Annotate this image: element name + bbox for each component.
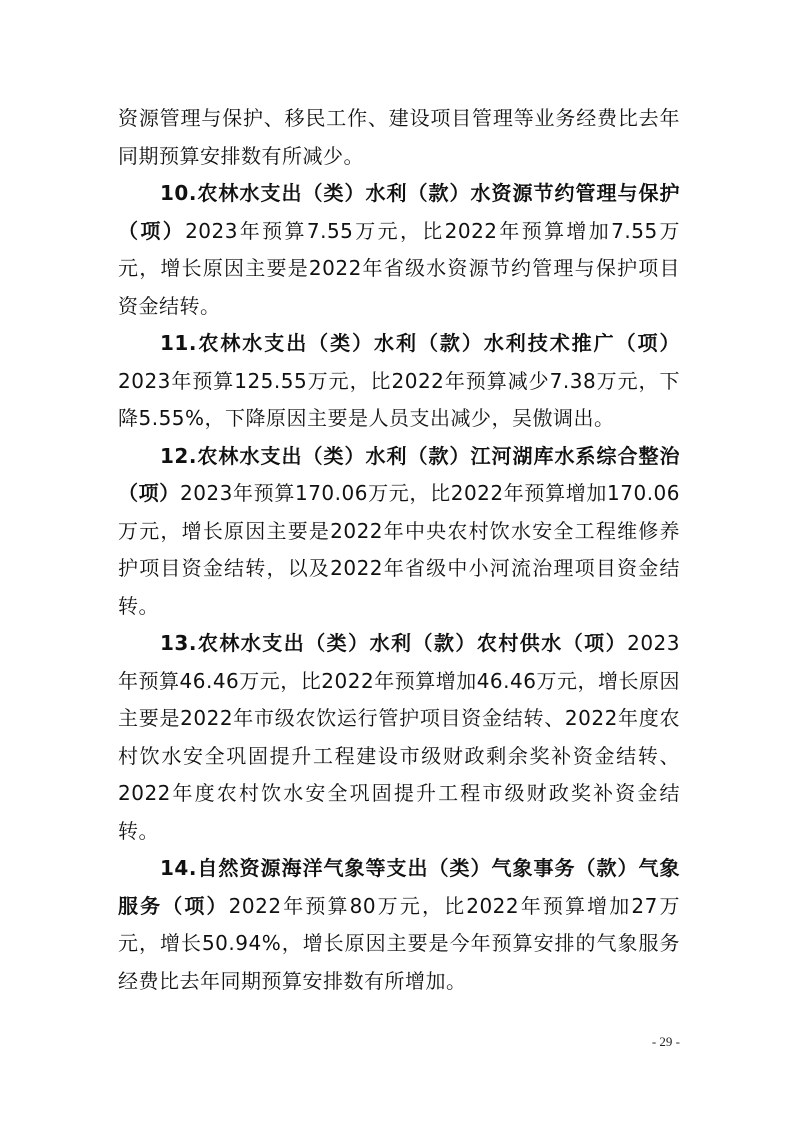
paragraph-item-12	[118, 438, 680, 626]
paragraph-item-10	[118, 175, 680, 325]
page-number: - 29 -	[651, 1034, 680, 1049]
paragraph-body: 2023年预算170.06万元，比2022年预算增加170.06万元，增长原因主要是2022年中央农村饮水安全工程维修养护项目资金结转，以及2022年省级中小河流治理项目资金结转。	[118, 481, 681, 618]
paragraph-heading: 12.农林水支出（类）水利（款）江河湖库水系综合整治（项）	[118, 443, 680, 505]
paragraph-body: 2023年预算125.55万元，比2022年预算减少7.38万元，下降5.55%，下降原因主要是人员支出减少，吴傲调出。	[118, 368, 680, 430]
paragraph-body: 2023年预算46.46万元，比2022年预算增加46.46万元，增长原因主要是2022年市级农饮运行管护项目资金结转、2022年度农村饮水安全巩固提升工程建设市级财政剩余奖补资金结转、2022年度农村饮水安全巩固提升工程市级财政奖补资金结转。	[118, 631, 680, 843]
paragraph-body: 资源管理与保护、移民工作、建设项目管理等业务经费比去年同期预算安排数有所减少。	[118, 106, 680, 168]
paragraph-item-13	[118, 625, 680, 850]
paragraph-heading: 11.农林水支出（类）水利（款）水利技术推广（项）	[160, 331, 680, 355]
paragraph-body: 2023年预算7.55万元，比2022年预算增加7.55万元，增长原因主要是2022年省级水资源节约管理与保护项目资金结转。	[118, 218, 681, 318]
paragraph-continuation	[118, 100, 680, 175]
paragraph-heading: 14.自然资源海洋气象等支出（类）气象事务（款）气象服务（项）	[118, 856, 680, 918]
paragraph-item-14	[118, 850, 680, 1000]
paragraph-heading: 13.农林水支出（类）水利（款）农村供水（项）	[160, 631, 628, 655]
paragraph-body: 2022年预算80万元，比2022年预算增加27万元，增长50.94%，增长原因主要是今年预算安排的气象服务经费比去年同期预算安排数有所增加。	[118, 893, 680, 993]
paragraph-heading: 10.农林水支出（类）水利（款）水资源节约管理与保护（项）	[118, 181, 680, 243]
document-body	[118, 100, 680, 1000]
paragraph-item-11	[118, 325, 680, 438]
